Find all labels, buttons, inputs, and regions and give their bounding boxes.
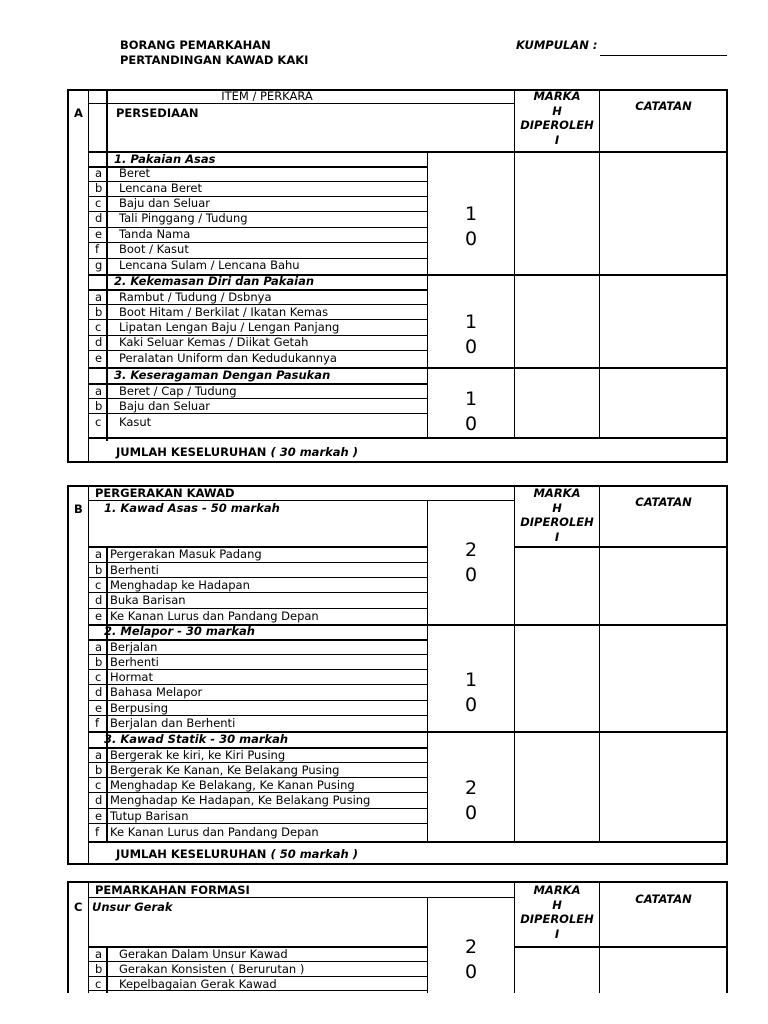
item-key: d bbox=[95, 685, 103, 699]
notes-column-header: CATATAN bbox=[635, 892, 692, 906]
item-text: Buka Barisan bbox=[110, 593, 186, 607]
item-text: Beret bbox=[119, 166, 151, 180]
max-marks: 1 0 bbox=[464, 311, 478, 358]
item-key: c bbox=[95, 196, 102, 210]
group-title: 2. Melapor - 30 markah bbox=[104, 624, 255, 638]
item-key: b bbox=[95, 655, 103, 669]
item-key: a bbox=[95, 547, 103, 561]
notes-column-header: CATATAN bbox=[635, 495, 692, 509]
item-key: e bbox=[95, 227, 103, 241]
item-text: Kasut bbox=[119, 415, 152, 429]
item-key: a bbox=[95, 384, 103, 398]
item-text: Kaki Seluar Kemas / Diikat Getah bbox=[119, 335, 309, 349]
group-title: 3. Keseragaman Dengan Pasukan bbox=[114, 368, 331, 382]
item-text: Berjalan bbox=[110, 640, 158, 654]
form-title bbox=[120, 38, 308, 68]
item-key: b bbox=[95, 763, 103, 777]
section-letter: C bbox=[74, 900, 83, 914]
item-key: f bbox=[95, 716, 100, 730]
group-title: Unsur Gerak bbox=[92, 900, 173, 914]
item-key: c bbox=[95, 778, 102, 792]
max-marks: 2 0 bbox=[464, 539, 478, 586]
item-text: Baju dan Seluar bbox=[119, 196, 211, 210]
item-key: e bbox=[95, 609, 103, 623]
item-text: Rambut / Tudung / Dsbnya bbox=[119, 290, 272, 304]
notes-column-header: CATATAN bbox=[635, 99, 692, 113]
item-key: e bbox=[95, 809, 103, 823]
marks-column-header: MARKA H DIPEROLEH I bbox=[520, 89, 594, 147]
item-text: Ke Kanan Lurus dan Pandang Depan bbox=[110, 825, 319, 839]
form-title-line2: PERTANDINGAN KAWAD KAKI bbox=[120, 53, 309, 67]
item-key: f bbox=[95, 242, 100, 256]
item-text: Gerakan Konsisten ( Berurutan ) bbox=[119, 962, 305, 976]
item-key: d bbox=[95, 793, 103, 807]
item-key: e bbox=[95, 351, 103, 365]
item-key: b bbox=[95, 305, 103, 319]
kumpulan-label: KUMPULAN : bbox=[516, 38, 598, 52]
item-key: e bbox=[95, 701, 103, 715]
max-marks: 1 0 bbox=[464, 203, 478, 250]
item-text: Bahasa Melapor bbox=[110, 685, 203, 699]
item-key: a bbox=[95, 640, 103, 654]
item-text: Berjalan dan Berhenti bbox=[110, 716, 236, 730]
max-marks: 2 0 bbox=[464, 936, 478, 983]
total-row bbox=[116, 847, 358, 861]
item-text: Tali Pinggang / Tudung bbox=[119, 211, 248, 225]
group-title: 2. Kekemasan Diri dan Pakaian bbox=[114, 274, 315, 288]
item-text: Lencana Sulam / Lencana Bahu bbox=[119, 258, 300, 272]
total-label: JUMLAH KESELURUHAN bbox=[116, 445, 267, 459]
item-key: b bbox=[95, 563, 103, 577]
item-text: Peralatan Uniform dan Kedudukannya bbox=[119, 351, 337, 365]
section-title: PERSEDIAAN bbox=[116, 106, 199, 120]
total-row bbox=[116, 445, 358, 459]
item-key: g bbox=[95, 258, 103, 272]
column-header-item: ITEM / PERKARA bbox=[221, 89, 313, 103]
item-text: Lencana Beret bbox=[119, 181, 202, 195]
section-letter: A bbox=[74, 106, 83, 120]
group-title: 3. Kawad Statik - 30 markah bbox=[104, 732, 289, 746]
item-text: Menghadap ke Hadapan bbox=[110, 578, 250, 592]
item-key: c bbox=[95, 320, 102, 334]
item-text: Tutup Barisan bbox=[110, 809, 189, 823]
item-key: b bbox=[95, 962, 103, 976]
section-title: PERGERAKAN KAWAD bbox=[95, 486, 235, 500]
item-key: a bbox=[95, 748, 103, 762]
item-key: a bbox=[95, 290, 103, 304]
max-marks: 1 0 bbox=[464, 669, 478, 716]
marks-column-header: MARKA H DIPEROLEH I bbox=[520, 883, 594, 941]
item-key: f bbox=[95, 825, 100, 839]
item-text: Lipatan Lengan Baju / Lengan Panjang bbox=[119, 320, 340, 334]
item-key: c bbox=[95, 670, 102, 684]
max-marks: 1 0 bbox=[464, 388, 478, 435]
total-marks: ( 50 markah ) bbox=[270, 847, 358, 861]
item-key: c bbox=[95, 415, 102, 429]
item-text: Berhenti bbox=[110, 655, 159, 669]
group-title: 1. Kawad Asas - 50 markah bbox=[104, 501, 280, 515]
item-text: Menghadap Ke Belakang, Ke Kanan Pusing bbox=[110, 778, 355, 792]
item-key: a bbox=[95, 166, 103, 180]
item-text: Boot / Kasut bbox=[119, 242, 189, 256]
item-text: Hormat bbox=[110, 670, 153, 684]
marks-column-header: MARKA H DIPEROLEH I bbox=[520, 486, 594, 544]
item-text: Menghadap Ke Hadapan, Ke Belakang Pusing bbox=[110, 793, 371, 807]
item-text: Berpusing bbox=[110, 701, 169, 715]
item-key: b bbox=[95, 181, 103, 195]
item-text: Boot Hitam / Berkilat / Ikatan Kemas bbox=[119, 305, 329, 319]
group-title: 1. Pakaian Asas bbox=[114, 152, 216, 166]
max-marks: 2 0 bbox=[464, 777, 478, 824]
item-text: Pergerakan Masuk Padang bbox=[110, 547, 262, 561]
item-key: d bbox=[95, 335, 103, 349]
item-key: a bbox=[95, 947, 103, 961]
total-marks: ( 30 markah ) bbox=[270, 445, 358, 459]
item-text: Tanda Nama bbox=[119, 227, 191, 241]
total-label: JUMLAH KESELURUHAN bbox=[116, 847, 267, 861]
form-title-line1: BORANG PEMARKAHAN bbox=[120, 38, 271, 52]
item-text: Berhenti bbox=[110, 563, 159, 577]
item-text: Ke Kanan Lurus dan Pandang Depan bbox=[110, 609, 319, 623]
item-text: Bergerak ke kiri, ke Kiri Pusing bbox=[110, 748, 286, 762]
section-letter: B bbox=[74, 502, 83, 516]
kumpulan-field[interactable] bbox=[600, 41, 727, 56]
section-title: PEMARKAHAN FORMASI bbox=[95, 883, 250, 897]
item-key: c bbox=[95, 977, 102, 991]
item-key: d bbox=[95, 211, 103, 225]
item-text: Beret / Cap / Tudung bbox=[119, 384, 237, 398]
item-text: Gerakan Dalam Unsur Kawad bbox=[119, 947, 288, 961]
item-key: b bbox=[95, 399, 103, 413]
item-text: Kepelbagaian Gerak Kawad bbox=[119, 977, 277, 991]
item-text: Baju dan Seluar bbox=[119, 399, 211, 413]
item-key: c bbox=[95, 578, 102, 592]
item-text: Bergerak Ke Kanan, Ke Belakang Pusing bbox=[110, 763, 340, 777]
item-key: d bbox=[95, 593, 103, 607]
